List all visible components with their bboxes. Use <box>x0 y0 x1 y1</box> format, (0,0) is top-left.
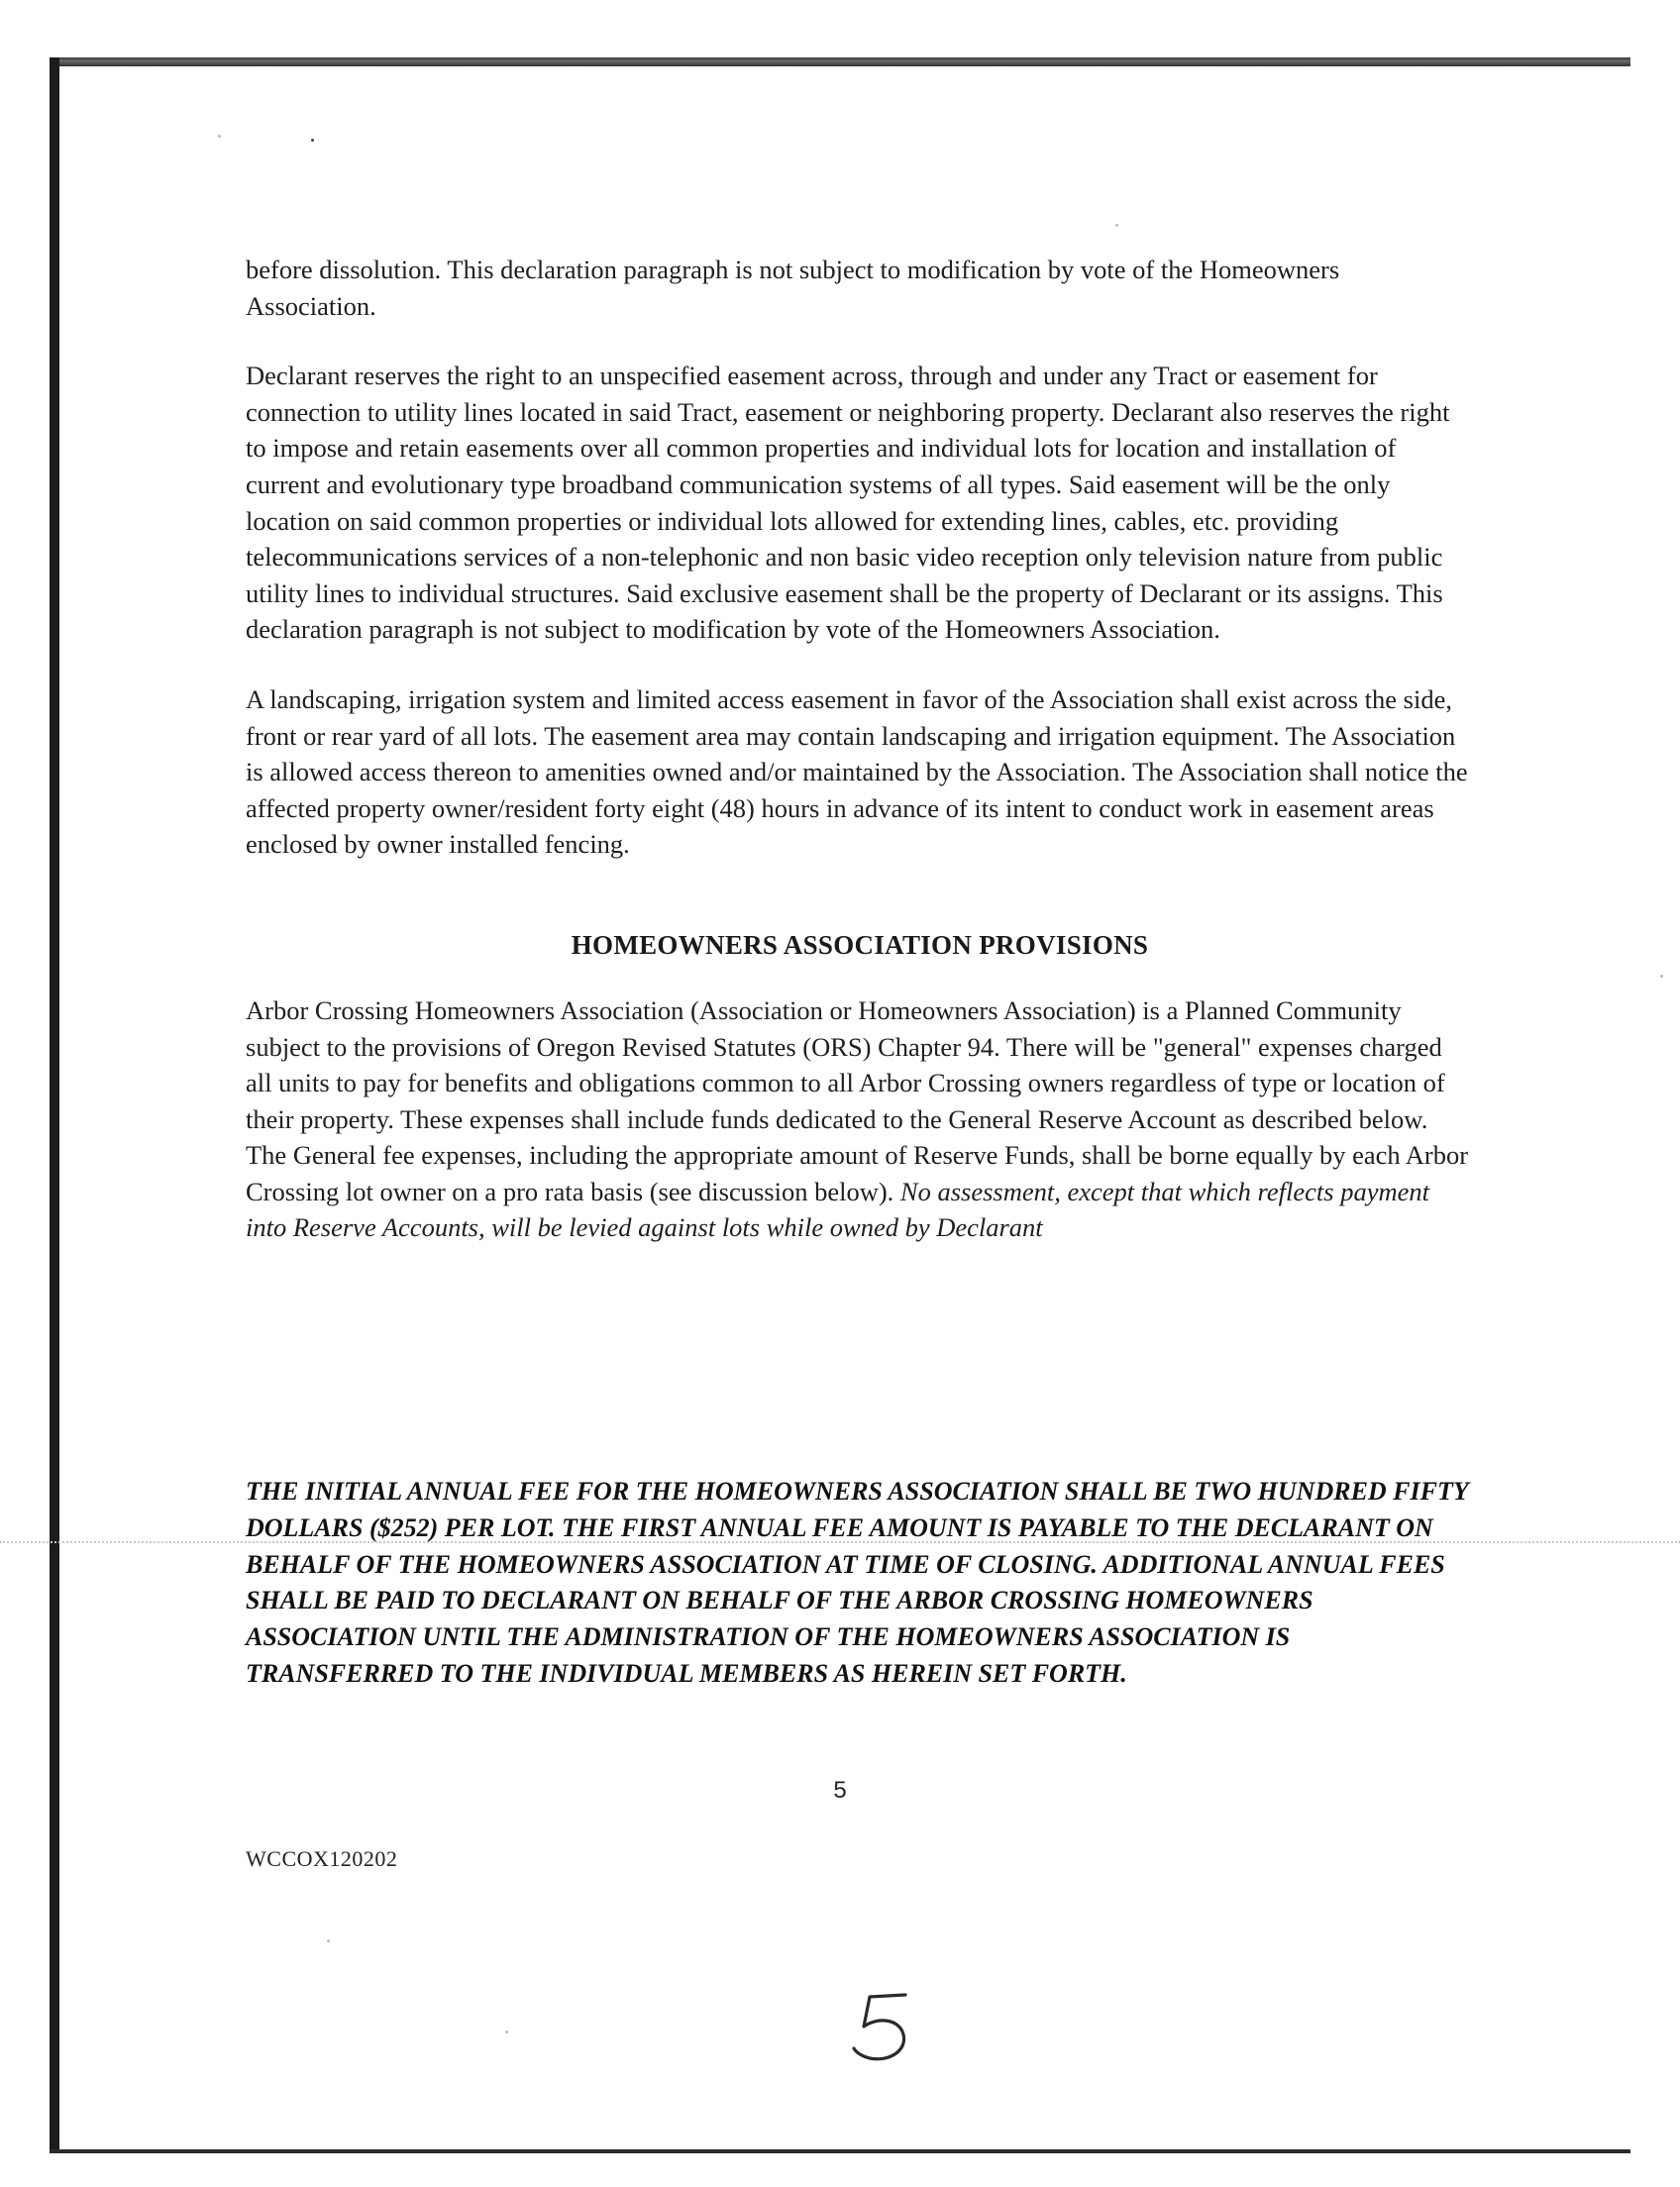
scan-speck <box>505 2031 508 2033</box>
scan-speck <box>311 139 314 142</box>
scan-bottom-border <box>50 2149 1630 2153</box>
page-number: 5 <box>833 1777 847 1804</box>
scan-speck <box>1660 975 1663 978</box>
hoa-paragraph-text: Arbor Crossing Homeowners Association (Association or Homeowners Association) is a Planned Community subject to the provisions of Oregon Revised Statutes (ORS) Chapter 94. There will be "general" expenses charged all units to pay for benefits and obligations common to all Arbor Crossing owners regardless of type or location of their property. These expenses shall include funds dedicated to the General Reserve Account as described below. The General fee expenses, including the appropriate amount of Reserve Funds, shall be borne equally by each Arbor Crossing lot owner on a pro rata basis (see discussion below). <box>246 994 1469 1206</box>
footer-document-code: WCCOX120202 <box>246 1846 398 1871</box>
scan-speck <box>218 135 221 138</box>
handwritten-page-number <box>848 1987 917 2066</box>
paragraph-dissolution: before dissolution. This declaration paragraph is not subject to modification by vote of the Homeowners Association. <box>246 255 1340 321</box>
paragraph-hoa-provisions <box>246 992 1474 1246</box>
document-body <box>246 252 1474 1280</box>
scan-top-border <box>50 57 1630 66</box>
scan-speck <box>327 1939 330 1942</box>
scan-speck <box>1115 224 1118 227</box>
hoa-paragraph-italic: No assessment, except that which reflects payment into Reserve Accounts, will be levied against lots while owned by Declarant <box>246 1176 1429 1243</box>
section-heading: HOMEOWNERS ASSOCIATION PROVISIONS <box>571 929 1149 960</box>
scan-left-border <box>50 57 59 2153</box>
paragraph-utility-easement: Declarant reserves the right to an unspecified easement across, through and under any Tract or easement for connection to utility lines located in said Tract, easement or neighboring property. Declarant also reserves the right to impose and retain easements over all common properties and individual lots for location and installation of current and evolutionary type broadband communication systems of all types. Said easement will be the only location on said common properties or individual lots allowed for extending lines, cables, etc. providing telecommunications services of a non-telephonic and non basic video reception only television nature from public utility lines to individual structures. Said exclusive easement shall be the property of Declarant or its assigns. This declaration paragraph is not subject to modification by vote of the Homeowners Association. <box>246 361 1450 645</box>
initial-fee-notice: THE INITIAL ANNUAL FEE FOR THE HOMEOWNERS ASSOCIATION SHALL BE TWO HUNDRED FIFTY DOLLARS ($252) PER LOT. THE FIRST ANNUAL FEE AMOUNT IS PAYABLE TO THE DECLARANT ON BEHALF OF THE HOMEOWNERS ASSOCIATION AT TIME OF CLOSING. ADDITIONAL ANNUAL FEES SHALL BE PAID TO DECLARANT ON BEHALF OF THE ARBOR CROSSING HOMEOWNERS ASSOCIATION UNTIL THE ADMINISTRATION OF THE HOMEOWNERS ASSOCIATION IS TRANSFERRED TO THE INDIVIDUAL MEMBERS AS HEREIN SET FORTH. <box>246 1477 1468 1688</box>
paragraph-landscaping-easement: A landscaping, irrigation system and limited access easement in favor of the Association shall exist across the side, front or rear yard of all lots. The easement area may contain landscaping and irrigation equipment. The Association is allowed access thereon to amenities owned and/or maintained by the Association. The Association shall notice the affected property owner/resident forty eight (48) hours in advance of its intent to conduct work in easement areas enclosed by owner installed fencing. <box>246 683 1468 860</box>
